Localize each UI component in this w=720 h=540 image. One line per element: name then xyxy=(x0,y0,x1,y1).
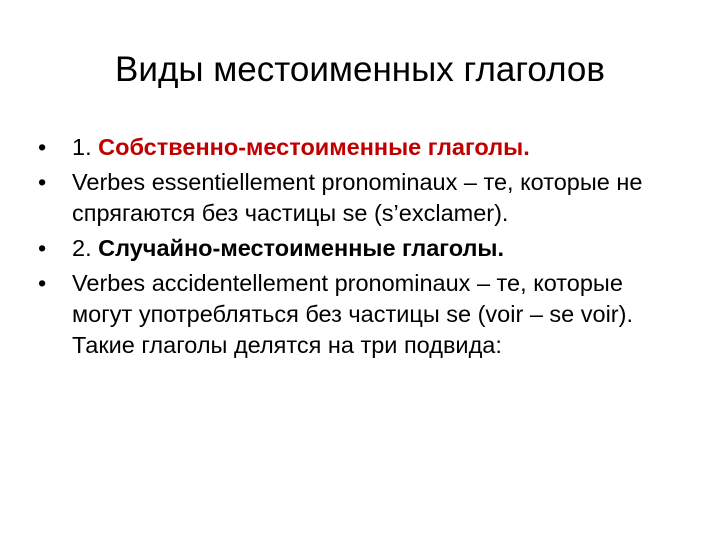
bullet-item-3 xyxy=(36,233,676,264)
bullet-item-2 xyxy=(36,167,676,229)
bullet-item-1 xyxy=(36,132,676,163)
bullet-number: 1. xyxy=(72,134,99,160)
bullet-text: Verbes accidentellement pronominaux – те, которые могут употребляться без частицы se (voir – se voir). Такие глаголы делятся на три подвида: xyxy=(72,270,633,358)
slide-title: Виды местоименных глаголов xyxy=(115,50,605,89)
bullet-dot-icon: • xyxy=(38,235,47,261)
bullet-dot-icon: • xyxy=(38,169,47,195)
bullet-emphasis-red: Собственно-местоименные глаголы. xyxy=(98,134,530,160)
bullet-text: Verbes essentiellement pronominaux – те, которые не спрягаются без частицы se (s’exclamer). xyxy=(72,169,643,226)
bullet-item-4 xyxy=(36,268,676,361)
bullet-dot-icon: • xyxy=(38,134,47,160)
bullet-emphasis-bold: Случайно-местоименные глаголы. xyxy=(98,235,505,261)
bullet-number: 2. xyxy=(72,235,99,261)
bullet-list xyxy=(36,132,676,365)
bullet-dot-icon: • xyxy=(38,270,47,296)
